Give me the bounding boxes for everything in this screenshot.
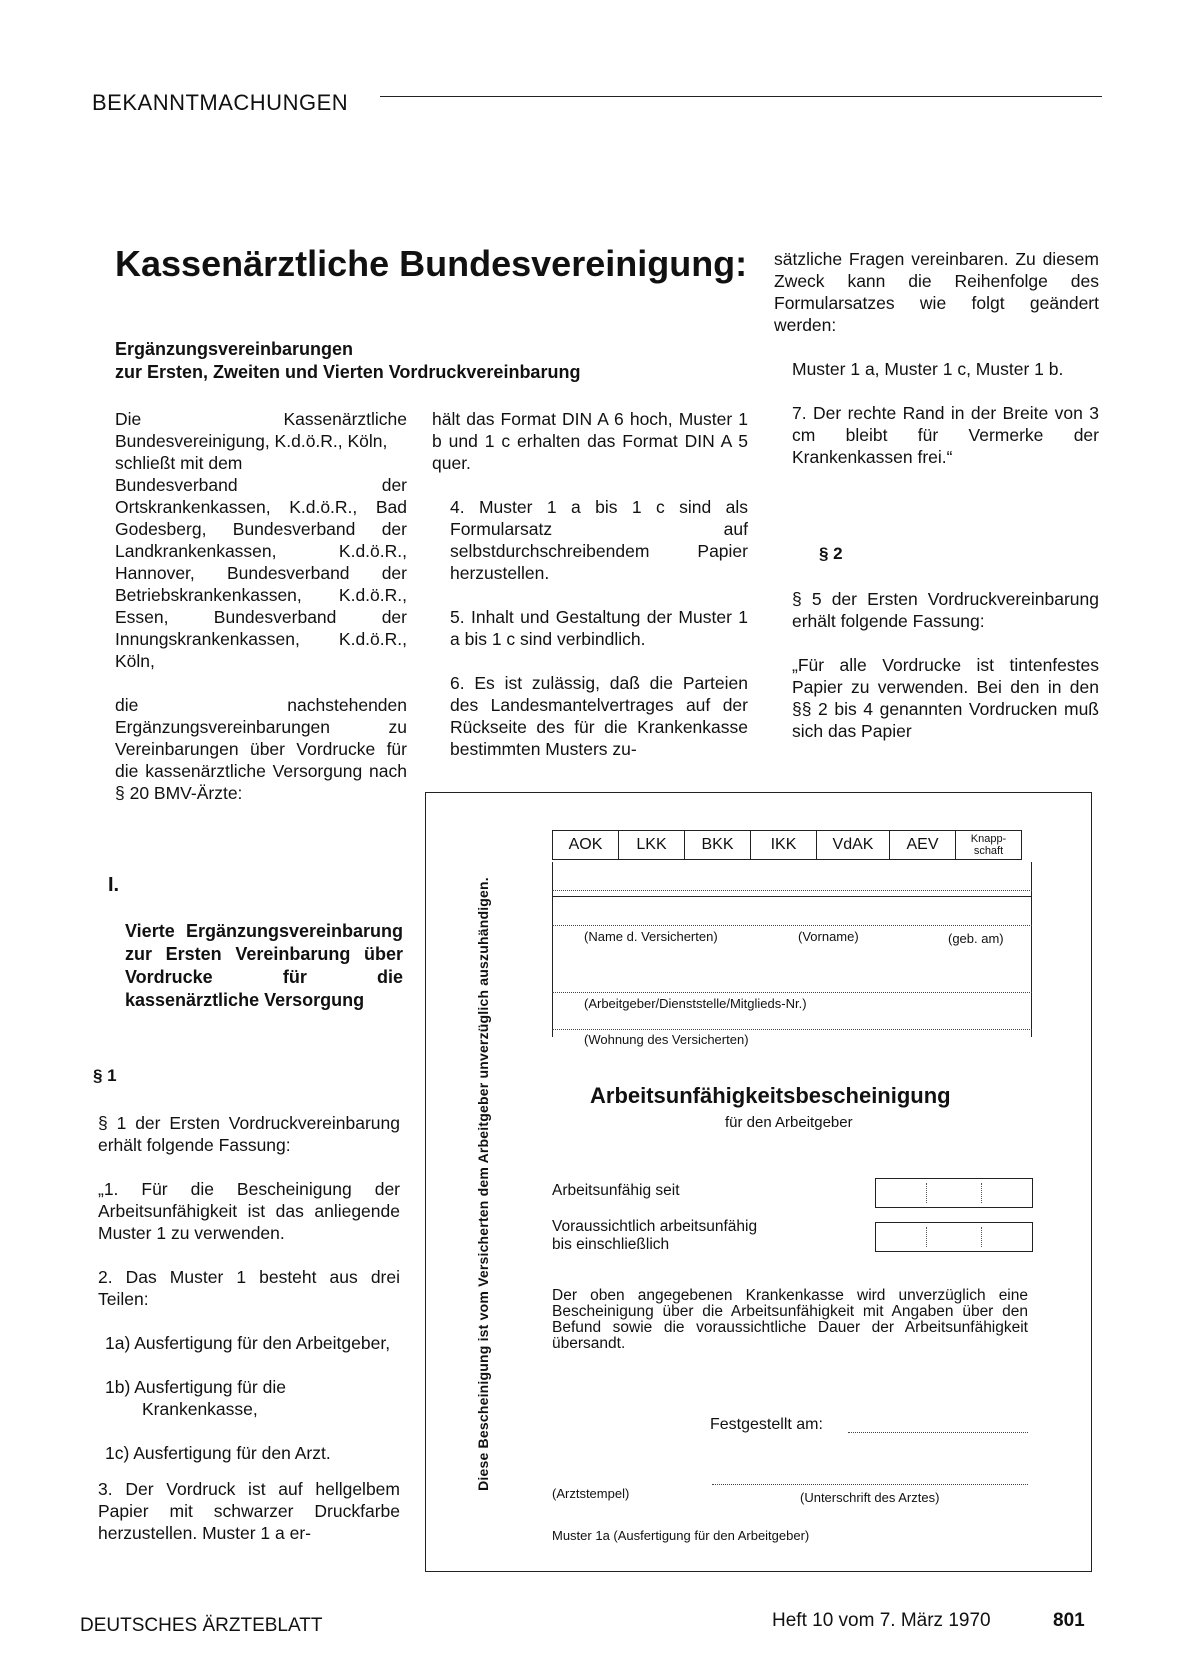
- date-separator: [926, 1227, 927, 1247]
- label-wohnung: (Wohnung des Versicherten): [584, 1032, 749, 1047]
- label-vorname: (Vorname): [798, 929, 859, 944]
- kasse-lkk-box[interactable]: LKK: [619, 831, 685, 859]
- kasse-knappschaft-box[interactable]: [956, 831, 1021, 859]
- schliesst-text: schließt mit dem: [115, 453, 243, 473]
- col2-paragraph-1: hält das Format DIN A 6 hoch, Muster 1 b und 1 c erhalten das Format DIN A 5 quer.: [432, 409, 748, 473]
- column-4: [80, 1112, 400, 1566]
- col3-paragraph-5: „Für alle Vordrucke ist tintenfestes Papier zu verwenden. Bei den in den §§ 2 bis 4 genannten Vordrucken muß sich das Papier: [792, 655, 1099, 741]
- field-label-bis-line-1: Voraussichtlich arbeitsunfähig: [552, 1218, 758, 1235]
- label-geb: (geb. am): [948, 931, 1004, 946]
- part-paragraph-1: § 1 der Ersten Vordruckvereinbarung erhält folgende Fassung:: [98, 1113, 400, 1155]
- col3-paragraph-3: 7. Der rechte Rand in der Breite von 3 cm bleibt für Vermerke der Krankenkassen frei.“: [792, 403, 1099, 467]
- verbaende-text: Bundesverband der Ortskrankenkassen, K.d.ö.R., Bad Godesberg, Bundesverband der Landkrankenkassen, K.d.ö.R., Hannover, Bundesverband der Betriebskrankenkassen, K.d.ö.R., Essen, Bundesverband der Innungskrankenkassen, K.d.ö.R., Köln,: [115, 475, 407, 671]
- muster-caption: Muster 1a (Ausfertigung für den Arbeitgeber): [552, 1528, 810, 1543]
- page-number: 801: [1053, 1610, 1085, 1631]
- section-2-heading: § 2: [819, 544, 843, 563]
- kassen-checkbox-row: [552, 830, 1022, 860]
- col3-paragraph-4: § 5 der Ersten Vordruckvereinbarung erhält folgende Fassung:: [792, 589, 1099, 631]
- col3-paragraph-1: sätzliche Fragen vereinbaren. Zu diesem Zweck kann die Reihenfolge des Formularsatzes wie folgt geändert werden:: [774, 249, 1099, 335]
- employer-line[interactable]: [552, 992, 1032, 993]
- subtitle-line-2: zur Ersten, Zweiten und Vierten Vordruckvereinbarung: [115, 362, 581, 382]
- field-label-bis: [552, 1218, 757, 1254]
- form-notice: Der oben angegebenen Krankenkasse wird unverzüglich eine Bescheinigung über die Arbeitsunfähigkeit mit Angaben über den Befund sowie die voraussichtliche Dauer der Arbeitsunfähigkeit übersandt.: [552, 1287, 1028, 1352]
- form-vertical-note: Diese Bescheinigung ist vom Versicherten dem Arbeitgeber unverzüglich auszuhändigen.: [475, 877, 491, 1491]
- footer-journal: DEUTSCHES ÄRZTEBLATT: [80, 1615, 323, 1636]
- date-box-bis[interactable]: [875, 1222, 1033, 1252]
- col3-paragraph-2: Muster 1 a, Muster 1 c, Muster 1 b.: [792, 359, 1064, 379]
- date-separator: [981, 1227, 982, 1247]
- col2-paragraph-2: 4. Muster 1 a bis 1 c sind als Formularsatz auf selbstdurchschreibendem Papier herzustellen.: [450, 497, 748, 583]
- column-3: [774, 248, 1099, 490]
- kasse-bkk-box[interactable]: BKK: [685, 831, 751, 859]
- knappschaft-label-1: Knapp-: [970, 833, 1007, 845]
- part-paragraph-4: 3. Der Vordruck ist auf hellgelbem Papier mit schwarzer Druckfarbe herzustellen. Muster 1 a er-: [98, 1479, 400, 1543]
- form-title: Arbeitsunfähigkeitsbescheinigung: [590, 1083, 951, 1108]
- date-separator: [981, 1183, 982, 1203]
- field-label-bis-line-2: bis einschließlich: [552, 1236, 670, 1253]
- knappschaft-label-2: schaft: [973, 845, 1004, 857]
- part-paragraph-2: „1. Für die Bescheinigung der Arbeitsunfähigkeit ist das anliegende Muster 1 zu verwenden.: [98, 1179, 400, 1243]
- footer-issue: Heft 10 vom 7. März 1970: [772, 1610, 991, 1631]
- subtitle-line-1: Ergänzungsvereinbarungen: [115, 339, 354, 359]
- col2-paragraph-4: 6. Es ist zulässig, daß die Parteien des Landesmantelvertrages auf der Rückseite des für die Krankenkasse bestimmten Musters zu-: [450, 673, 748, 759]
- column-3-lower: [774, 588, 1099, 764]
- unterschrift-label: (Unterschrift des Arztes): [800, 1490, 940, 1505]
- list-item-1b: 1b) Ausfertigung für die Krankenkasse,: [105, 1377, 286, 1419]
- form-subtitle: für den Arbeitgeber: [725, 1114, 853, 1131]
- name-line[interactable]: [552, 925, 1032, 926]
- kasse-name-underline: [552, 896, 1032, 897]
- field-label-seit: Arbeitsunfähig seit: [552, 1182, 680, 1199]
- intro-text: Die Kassenärztliche Bundesvereinigung, K.d.ö.R., Köln,: [115, 409, 407, 451]
- section-header: BEKANNTMACHUNGEN: [92, 90, 349, 115]
- col2-paragraph-3: 5. Inhalt und Gestaltung der Muster 1 a bis 1 c sind verbindlich.: [450, 607, 748, 649]
- kasse-vdak-box[interactable]: VdAK: [817, 831, 890, 859]
- festgestellt-date-line[interactable]: [848, 1432, 1028, 1433]
- column-1: [115, 408, 407, 826]
- list-item-1c: 1c) Ausfertigung für den Arzt.: [105, 1443, 331, 1463]
- signature-line[interactable]: [712, 1484, 1028, 1485]
- kasse-aev-box[interactable]: AEV: [890, 831, 956, 859]
- closing-text: die nachstehenden Ergänzungsvereinbarungen zu Vereinbarungen über Vordrucke für die kassenärztliche Versorgung nach § 20 BMV-Ärzte:: [115, 695, 407, 803]
- label-name: (Name d. Versicherten): [584, 929, 718, 944]
- address-line[interactable]: [552, 1029, 1032, 1030]
- part-paragraph-3: 2. Das Muster 1 besteht aus drei Teilen:: [98, 1267, 400, 1309]
- kasse-name-line[interactable]: [552, 890, 1032, 891]
- page-title: Kassenärztliche Bundesvereinigung:: [115, 243, 748, 284]
- festgestellt-label: Festgestellt am:: [710, 1416, 823, 1433]
- date-box-seit[interactable]: [875, 1178, 1033, 1208]
- label-arbeitgeber: (Arbeitgeber/Dienststelle/Mitglieds-Nr.): [584, 996, 807, 1011]
- arztstempel-label: (Arztstempel): [552, 1486, 630, 1501]
- part-title: Vierte Ergänzungsvereinbarung zur Ersten Vereinbarung über Vordrucke für die kassenärztliche Versorgung: [125, 921, 403, 1010]
- section-1-heading: § 1: [93, 1066, 117, 1085]
- kasse-aok-box[interactable]: AOK: [553, 831, 619, 859]
- kasse-ikk-box[interactable]: IKK: [751, 831, 817, 859]
- list-item-1a: 1a) Ausfertigung für den Arbeitgeber,: [105, 1333, 391, 1353]
- part-roman-numeral: I.: [108, 874, 120, 896]
- date-separator: [926, 1183, 927, 1203]
- page-subtitle: [115, 338, 580, 384]
- header-rule: [380, 96, 1102, 97]
- column-2: [432, 408, 748, 782]
